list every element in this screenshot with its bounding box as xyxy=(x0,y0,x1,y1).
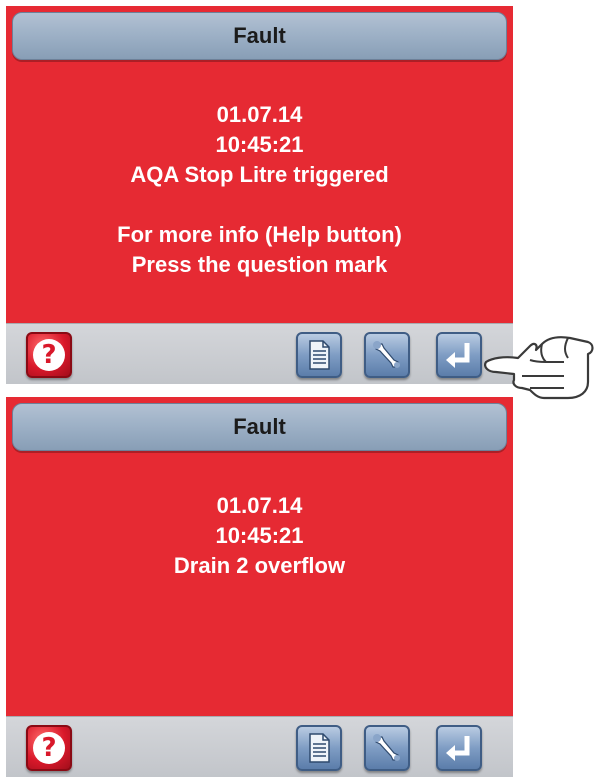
enter-arrow-icon xyxy=(438,334,480,376)
toolbar xyxy=(6,323,513,384)
help-button[interactable] xyxy=(26,332,72,378)
toolbar xyxy=(6,716,513,777)
help-button[interactable] xyxy=(26,725,72,771)
hand-pointer-icon xyxy=(484,322,596,406)
help-hint-line-1: For more info (Help button) xyxy=(117,222,402,247)
enter-arrow-icon xyxy=(438,727,480,769)
help-hint-line-2: Press the question mark xyxy=(131,252,388,277)
fault-screen-2 xyxy=(6,397,513,777)
wrench-icon xyxy=(366,334,408,376)
wrench-icon xyxy=(366,727,408,769)
fault-description: AQA Stop Litre triggered xyxy=(130,162,389,187)
enter-button[interactable] xyxy=(436,332,482,378)
fault-message xyxy=(6,491,513,581)
question-mark-icon xyxy=(33,339,65,371)
fault-screen-1 xyxy=(6,6,513,384)
fault-message xyxy=(6,100,513,280)
document-button[interactable] xyxy=(296,725,342,771)
document-icon xyxy=(298,727,340,769)
enter-button[interactable] xyxy=(436,725,482,771)
document-button[interactable] xyxy=(296,332,342,378)
service-button[interactable] xyxy=(364,332,410,378)
fault-time: 10:45:21 xyxy=(215,523,304,548)
question-mark-icon xyxy=(33,732,65,764)
page-title: Fault xyxy=(233,414,286,439)
title-bar xyxy=(12,12,507,60)
page-title: Fault xyxy=(233,23,286,48)
fault-description: Drain 2 overflow xyxy=(173,553,346,578)
fault-time: 10:45:21 xyxy=(215,132,304,157)
service-button[interactable] xyxy=(364,725,410,771)
fault-date: 01.07.14 xyxy=(216,102,303,127)
title-bar xyxy=(12,403,507,451)
fault-date: 01.07.14 xyxy=(216,493,303,518)
document-icon xyxy=(298,334,340,376)
